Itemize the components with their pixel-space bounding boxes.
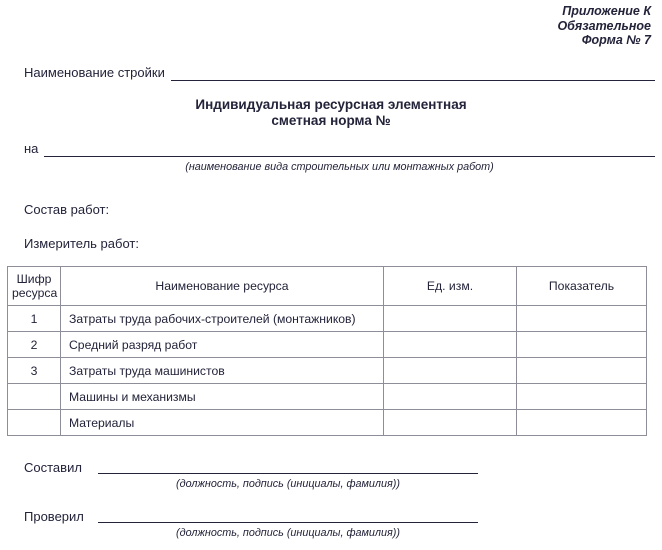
name-cell: Затраты труда рабочих-строителей (монтажников)	[61, 306, 384, 332]
unit-cell	[384, 384, 517, 410]
column-header-code: Шифр ресурса	[8, 267, 61, 306]
value-cell	[517, 332, 647, 358]
table-row	[8, 358, 647, 384]
name-cell: Затраты труда машинистов	[61, 358, 384, 384]
unit-cell	[384, 358, 517, 384]
construction-name-blank-line	[171, 64, 655, 81]
column-header-name: Наименование ресурса	[61, 267, 384, 306]
unit-cell	[384, 306, 517, 332]
code-cell: 1	[8, 306, 61, 332]
composed-by-label: Составил	[24, 460, 82, 475]
value-cell	[517, 358, 647, 384]
value-cell	[517, 410, 647, 436]
code-cell	[8, 410, 61, 436]
composed-by-caption: (должность, подпись (инициалы, фамилия))	[176, 478, 400, 490]
corner-note-line: Форма № 7	[581, 33, 651, 48]
checked-by-label: Проверил	[24, 509, 84, 524]
subject-row	[24, 140, 655, 157]
table-row	[8, 410, 647, 436]
construction-name-row	[24, 64, 655, 81]
name-cell: Машины и механизмы	[61, 384, 384, 410]
construction-name-label: Наименование стройки	[24, 65, 165, 80]
table-row	[8, 332, 647, 358]
corner-note	[557, 4, 651, 48]
resources-table	[7, 266, 647, 436]
code-cell: 2	[8, 332, 61, 358]
table-header-row	[8, 267, 647, 306]
code-cell: 3	[8, 358, 61, 384]
document-title	[0, 97, 662, 128]
column-header-value: Показатель	[517, 267, 647, 306]
corner-note-line: Приложение К	[562, 4, 651, 18]
corner-note-line: Обязательное	[557, 18, 651, 33]
measure-label: Измеритель работ:	[24, 236, 139, 251]
column-header-unit: Ед. изм.	[384, 267, 517, 306]
document-title-line1: Индивидуальная ресурсная элементная	[195, 97, 467, 112]
subject-caption: (наименование вида строительных или монтажных работ)	[185, 161, 494, 173]
unit-cell	[384, 332, 517, 358]
unit-cell	[384, 410, 517, 436]
document-title-line2: сметная норма №	[271, 112, 391, 128]
subject-label: на	[24, 141, 39, 156]
code-cell	[8, 384, 61, 410]
value-cell	[517, 384, 647, 410]
value-cell	[517, 306, 647, 332]
composition-label: Состав работ:	[24, 202, 110, 217]
table-row	[8, 384, 647, 410]
composed-by-signature-line	[98, 473, 478, 474]
name-cell: Материалы	[61, 410, 384, 436]
checked-by-signature-line	[98, 522, 478, 523]
name-cell: Средний разряд работ	[61, 332, 384, 358]
checked-by-caption: (должность, подпись (инициалы, фамилия))	[176, 527, 400, 539]
subject-blank-line	[44, 140, 655, 157]
table-row	[8, 306, 647, 332]
